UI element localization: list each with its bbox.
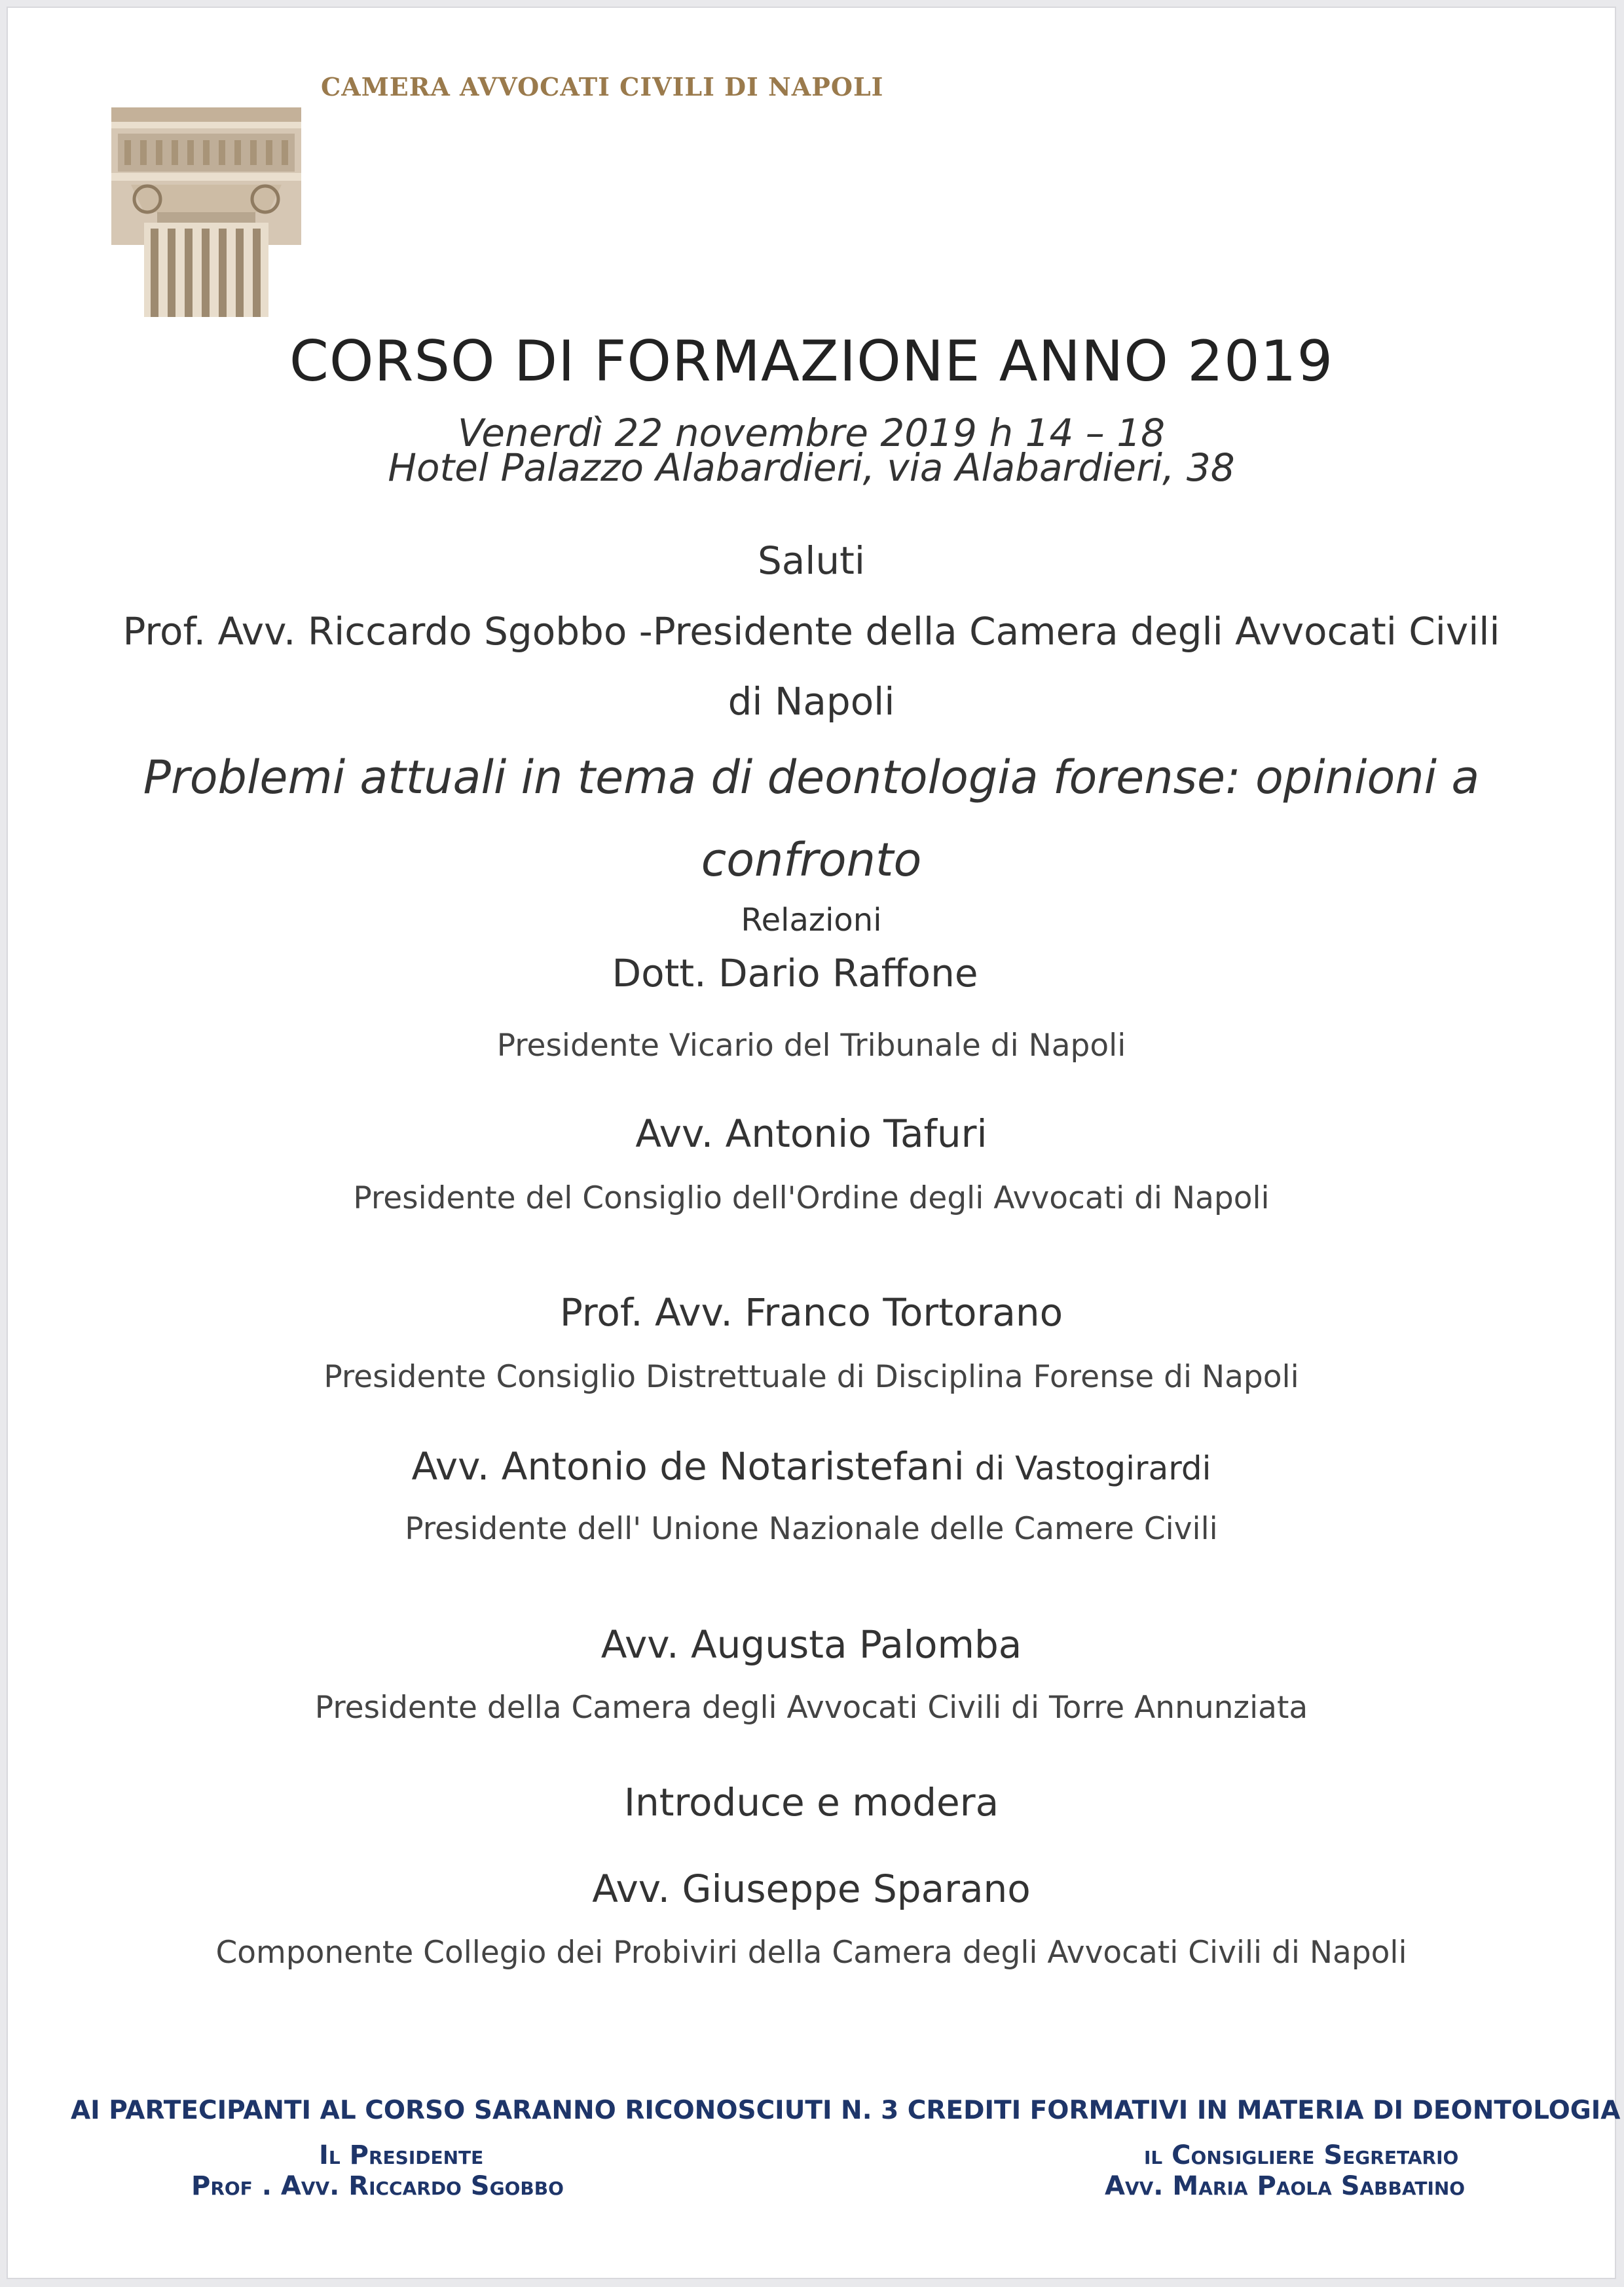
speakers-heading: Relazioni	[741, 902, 882, 939]
speaker-name: Avv. Antonio de Notaristefani	[411, 1444, 965, 1489]
flyer-page	[7, 7, 1621, 2279]
speaker-role: Presidente della Camera degli Avvocati Civili di Torre Annunziata	[314, 1690, 1308, 1726]
speaker-role: Presidente Consiglio Distrettuale di Disciplina Forense di Napoli	[323, 1359, 1299, 1395]
speaker-name: Dott. Dario Raffone	[612, 951, 978, 995]
speaker-name-line	[8, 1444, 1615, 1489]
moderator-heading: Introduce e modera	[623, 1780, 999, 1825]
event-date-time: Venerdì 22 novembre 2019 h 14 – 18	[457, 411, 1166, 455]
course-title: CORSO DI FORMAZIONE ANNO 2019	[289, 329, 1334, 394]
speaker-name-suffix: di Vastogirardi	[964, 1449, 1211, 1487]
moderator-name: Avv. Giuseppe Sparano	[592, 1867, 1031, 1911]
speaker-role: Presidente dell' Unione Nazionale delle Camere Civili	[405, 1511, 1218, 1547]
greetings-heading: Saluti	[757, 538, 866, 583]
greetings-line-2: di Napoli	[728, 679, 895, 724]
left-signature-title: Il Presidente	[319, 2140, 484, 2170]
organization-name: CAMERA AVVOCATI CIVILI DI NAPOLI	[321, 72, 884, 102]
speaker-role: Presidente Vicario del Tribunale di Napoli	[496, 1028, 1126, 1064]
right-signature-name: Avv. Maria Paola Sabbatino	[1105, 2171, 1466, 2201]
greetings-line-1: Prof. Avv. Riccardo Sgobbo -Presidente della Camera degli Avvocati Civili	[122, 609, 1500, 654]
right-signature-title: il Consigliere Segretario	[1144, 2140, 1459, 2170]
speaker-name: Avv. Antonio Tafuri	[635, 1111, 987, 1156]
topic-line-1: Problemi attuali in tema di deontologia forense: opinioni a	[143, 751, 1480, 804]
left-signature-name: Prof . Avv. Riccardo Sgobbo	[191, 2171, 564, 2201]
classical-column-capital-icon	[111, 107, 301, 317]
credits-notice: AI PARTECIPANTI AL CORSO SARANNO RICONOSCIUTI N. 3 CREDITI FORMATIVI IN MATERIA DI DEONTOLOGIA	[71, 2096, 1621, 2125]
moderator-role: Componente Collegio dei Probiviri della Camera degli Avvocati Civili di Napoli	[215, 1935, 1407, 1971]
event-venue: Hotel Palazzo Alabardieri, via Alabardieri, 38	[388, 445, 1235, 490]
speaker-name: Prof. Avv. Franco Tortorano	[559, 1290, 1063, 1335]
speaker-role: Presidente del Consiglio dell'Ordine degli Avvocati di Napoli	[353, 1180, 1270, 1216]
speaker-name: Avv. Augusta Palomba	[600, 1622, 1022, 1667]
topic-line-2: confronto	[701, 833, 922, 887]
